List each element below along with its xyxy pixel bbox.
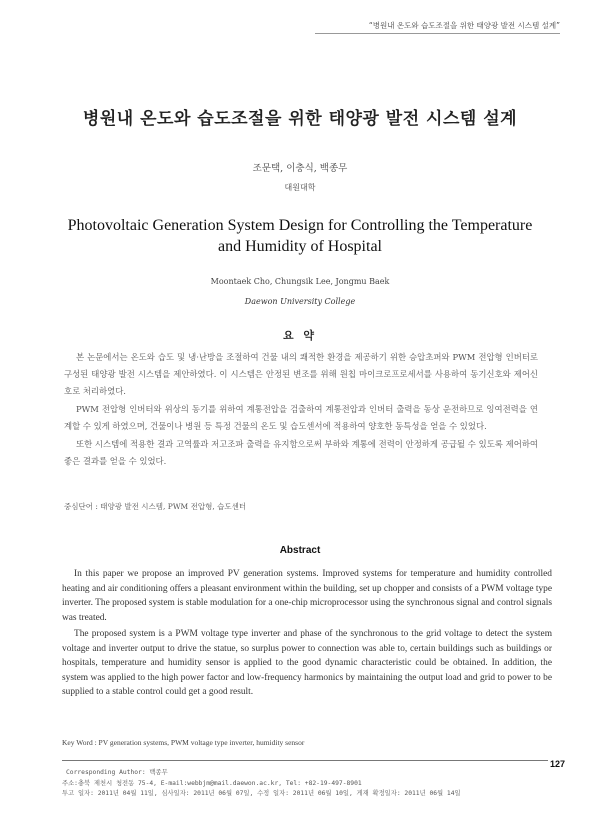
- korean-abstract-paragraph: PWM 전압형 인버터와 위상의 동기를 위하여 계통전압을 검출하여 계통전압과 인버터 출력을 동상 운전하므로 잉여전력을 연계할 수 있게 하였으며, 건물이나 병원 등 특정 건물의 온도 및 습도센서에 적용하여 양호한 동특성을 얻을 수 있었다.: [64, 404, 538, 431]
- korean-keywords: 중심단어 : 태양광 발전 시스템, PWM 전압형, 습도센터: [64, 502, 247, 511]
- korean-affiliation: 대원대학: [284, 183, 316, 192]
- english-keywords: Key Word : PV generation systems, PWM voltage type inverter, humidity sensor: [62, 738, 305, 747]
- english-abstract-paragraph: The proposed system is a PWM voltage type inverter and phase of the synchronous to the grid voltage to detect the system voltage and inverter output to drive the statue, so surplus power to connection was able to, certain buildings such as buildings or hospitals, temperature and humidity sensor is applied to the good dynamic characteristic could be obtained. In addition, the system was applied to the high power factor and low-frequency harmonics by maintaining the output load and grid to power to be supplied to a stable control could get a good result.: [62, 629, 552, 697]
- submission-dates: 투고 일자: 2011년 04월 11일, 심사일자: 2011년 06월 07일, 수정 일자: 2011년 06월 10일, 게재 확정일자: 2011년 06월 14일: [62, 790, 461, 797]
- english-abstract-body: [62, 567, 552, 702]
- english-title-line-2: and Humidity of Hospital: [218, 238, 382, 255]
- page-number: 127: [550, 759, 566, 769]
- author-address: 주소:충북 제천시 청전동 75-4, E-mail:webbjm@mail.daewon.ac.kr, Tel: +82-19-497-8901: [62, 779, 362, 787]
- footnote: [62, 768, 548, 800]
- english-affiliation: Daewon University College: [244, 297, 356, 306]
- korean-abstract-body: [64, 349, 538, 471]
- korean-abstract-heading: 요 약: [282, 329, 318, 342]
- korean-title: 병원내 온도와 습도조절을 위한 태양광 발전 시스템 설계: [82, 109, 518, 129]
- running-head: “병원내 온도와 습도조절을 위한 태양광 발전 시스템 설계”: [368, 21, 560, 30]
- header-rule: [315, 33, 560, 34]
- english-abstract-paragraph: In this paper we propose an improved PV generation systems. Improved systems for temperature and humidity controlled heating and air conditioning offers a pleasant environment within the building, set up chopper and consists of a PWM voltage type inverter. The proposed system is stable modulation for a one-chip microprocessor using the synchronous signal and control signals was treated.: [62, 569, 552, 623]
- english-title-line-1: Photovoltaic Generation System Design for Controlling the Temperature: [67, 217, 533, 234]
- korean-abstract-paragraph: 또한 시스템에 적용한 결과 고역률과 저고조파 출력을 유지함으로써 부하와 계통에 전력이 안정하게 공급될 수 있도록 제어하여 좋은 결과를 얻을 수 있었다.: [64, 439, 538, 466]
- english-authors: Moontaek Cho, Chungsik Lee, Jongmu Baek: [210, 277, 390, 286]
- corresponding-author: Corresponding Author: 백종무: [66, 769, 168, 776]
- korean-authors: 조문택, 이충식, 백종무: [252, 163, 348, 174]
- english-title: [60, 215, 540, 257]
- english-abstract-heading: Abstract: [279, 545, 321, 556]
- footer-rule: [62, 760, 548, 761]
- korean-abstract-paragraph: 본 논문에서는 온도와 습도 및 냉·난방을 조절하여 건물 내의 쾌적한 환경을 제공하기 위한 승압초퍼와 PWM 전압형 인버터로 구성된 태양광 발전 시스템을 제안하였다. 이 시스템은 안정된 변조를 위해 원칩 마이크로프로세서를 사용하여 동기신호와 제어신호로 처리하였다.: [64, 352, 538, 396]
